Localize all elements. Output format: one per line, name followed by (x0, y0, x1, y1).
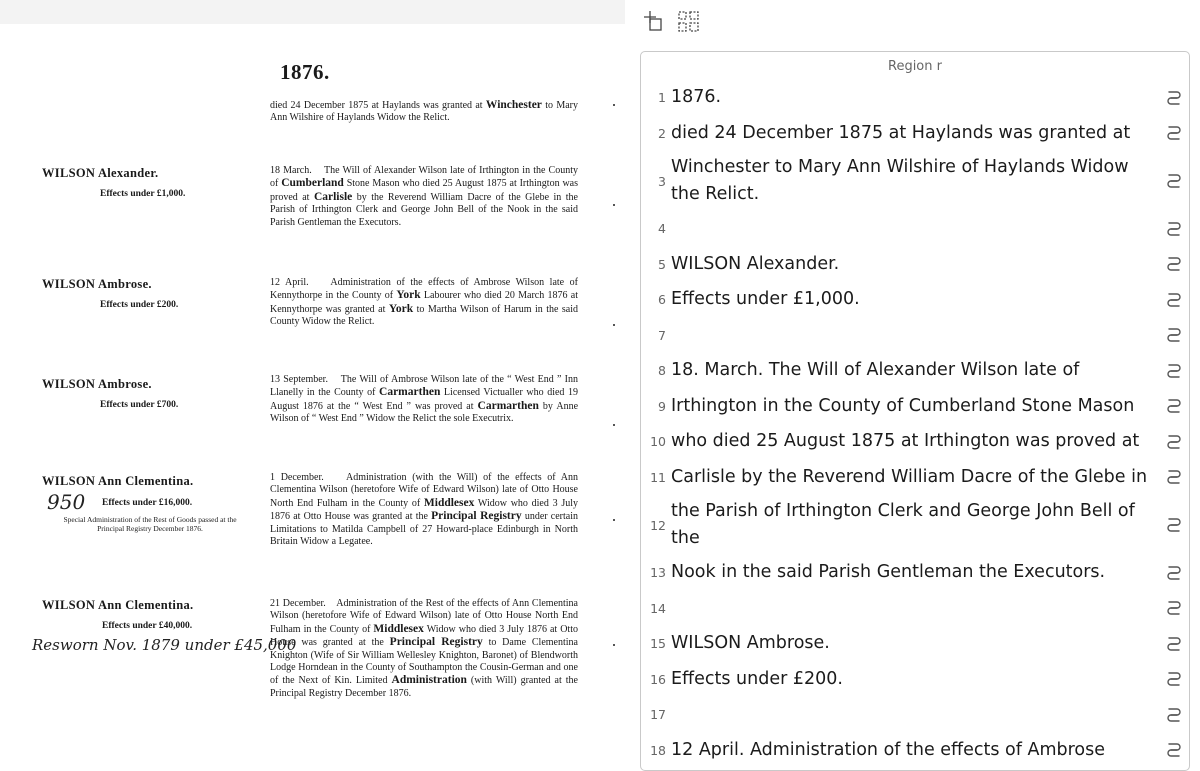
transcription-line[interactable] (641, 733, 1189, 769)
line-number: 5 (658, 256, 666, 272)
line-list (641, 80, 1189, 768)
line-number: 11 (650, 469, 666, 485)
line-text[interactable]: WILSON Alexander. (671, 253, 840, 274)
region-title: Region r (888, 59, 942, 74)
transcription-line[interactable] (641, 591, 1189, 627)
line-text[interactable]: 1876. (671, 87, 722, 108)
transcription-line[interactable] (641, 116, 1189, 152)
transcription-line[interactable] (641, 555, 1189, 591)
entry-paragraph: 21 December. Administration of the Rest of the effects of Ann Clementina Wilson (heretofore Wife of Edward Wilson) late of Otto House North End Fulham in the County of Middlesex Widow who died 3 July 1876 at Otto House was granted at the Principal Registry to Dame Clementina Knighton (Wife of Sir William Wellesley Knighton, Baronet) of Blendworth Lodge Horndean in the County of Southampton the Cousin-German and one of the Next of Kin. Limited Administration (with Will) granted at the Principal Registry December 1876. (270, 598, 578, 699)
line-text[interactable]: died 24 December 1875 at Haylands was granted at (671, 122, 1131, 143)
entry-name: WILSON Ann Clementina. (42, 598, 194, 612)
transcription-line[interactable] (641, 626, 1189, 662)
link-icon[interactable] (1165, 599, 1183, 617)
link-icon[interactable] (1165, 255, 1183, 273)
layout-regions-icon[interactable] (676, 9, 702, 35)
entry-paragraph: 12 April. Administration of the effects of Ambrose Wilson late of Kennythorpe in the County of York Labourer who died 20 March 1876 at Kennythorpe was granted at York to Martha Wilson of Harum in the said County Widow the Relict. (270, 277, 578, 328)
transcription-line[interactable] (641, 460, 1189, 496)
entry-effects: Effects under £1,000. (100, 189, 186, 199)
link-icon[interactable] (1165, 362, 1183, 380)
handwritten-annotation: Resworn Nov. 1879 under £45,000 (32, 636, 297, 654)
line-text[interactable]: 12 April. Administration of the effects of Ambrose (671, 739, 1105, 760)
entry-name: WILSON Ann Clementina. (42, 474, 194, 488)
column-mark (613, 104, 615, 106)
line-text[interactable]: Effects under £200. (671, 668, 843, 689)
link-icon[interactable] (1165, 741, 1183, 759)
transcription-line[interactable] (641, 424, 1189, 460)
entry-name: WILSON Ambrose. (42, 377, 152, 391)
line-text[interactable]: Carlisle by the Reverend William Dacre of the Glebe in (671, 466, 1148, 487)
column-mark (613, 204, 615, 206)
line-number: 10 (650, 434, 666, 450)
link-icon[interactable] (1165, 564, 1183, 582)
line-text[interactable]: 18. March. The Will of Alexander Wilson late of (671, 360, 1080, 381)
transcription-line[interactable] (641, 662, 1189, 698)
line-text[interactable]: the Parish of Irthington Clerk and George John Bell of the (671, 501, 1135, 548)
line-number: 12 (650, 517, 666, 533)
line-number: 14 (650, 600, 666, 616)
line-number: 2 (658, 125, 666, 141)
region-toolbar (627, 0, 1200, 44)
line-text[interactable]: Effects under £1,000. (671, 289, 860, 310)
link-icon[interactable] (1165, 397, 1183, 415)
column-mark (613, 324, 615, 326)
link-icon[interactable] (1165, 326, 1183, 344)
entry-paragraph: died 24 December 1875 at Haylands was granted at Winchester to Mary Ann Wilshire of Haylands Widow the Relict. (270, 99, 578, 124)
transcription-line[interactable] (641, 318, 1189, 354)
column-mark (613, 424, 615, 426)
transcription-line[interactable] (641, 211, 1189, 247)
transcription-line[interactable] (641, 151, 1189, 211)
line-number: 6 (658, 292, 666, 308)
line-text[interactable]: Irthington in the County of Cumberland Stone Mason (671, 395, 1135, 416)
entry-name: WILSON Alexander. (42, 166, 159, 180)
line-number: 4 (658, 221, 666, 237)
transcription-line[interactable] (641, 247, 1189, 283)
line-number: 15 (650, 636, 666, 652)
entry-name: WILSON Ambrose. (42, 277, 152, 291)
line-text[interactable]: Nook in the said Parish Gentleman the Executors. (671, 562, 1106, 583)
line-number: 16 (650, 671, 666, 687)
line-number: 8 (658, 363, 666, 379)
transcription-line[interactable] (641, 80, 1189, 116)
line-number: 13 (650, 565, 666, 581)
line-number: 1 (658, 90, 666, 106)
region-panel (640, 51, 1190, 771)
entry-effects: Effects under £40,000. (102, 621, 193, 631)
column-mark (613, 519, 615, 521)
scanned-page (0, 24, 625, 759)
transcription-pane (627, 0, 1200, 759)
line-number: 18 (650, 742, 666, 758)
link-icon[interactable] (1165, 220, 1183, 238)
link-icon[interactable] (1165, 291, 1183, 309)
handwritten-annotation: 950 (47, 490, 86, 514)
line-number: 7 (658, 327, 666, 343)
link-icon[interactable] (1165, 89, 1183, 107)
transcription-line[interactable] (641, 353, 1189, 389)
column-mark (613, 644, 615, 646)
entry-effects: Effects under £700. (100, 400, 179, 410)
entry-note: Special Administration of the Rest of Goods passed at the Principal Registry December 1876. (63, 515, 237, 533)
line-number: 17 (650, 707, 666, 723)
entry-paragraph: 13 September. The Will of Ambrose Wilson late of the “ West End ” Inn Llanelly in the County of Carmarthen Licensed Victualler who died 19 August 1876 at the “ West End ” was proved at Carmarthen by Anne Wilson of “ West End ” Widow the Relict the sole Executrix. (270, 374, 579, 425)
transcription-line[interactable] (641, 282, 1189, 318)
line-number: 3 (658, 173, 666, 189)
line-number: 9 (658, 398, 666, 414)
transcription-line[interactable] (641, 389, 1189, 425)
link-icon[interactable] (1165, 433, 1183, 451)
link-icon[interactable] (1165, 468, 1183, 486)
link-icon[interactable] (1165, 670, 1183, 688)
entry-paragraph: 18 March. The Will of Alexander Wilson late of Irthington in the County of Cumberland Stone Mason who died 25 August 1875 at Irthington was proved at Carlisle by the Reverend William Dacre of the Glebe in the Parish of Irthington Clerk and George John Bell of the Nook in the said Parish Gentleman the Executors. (270, 165, 578, 228)
link-icon[interactable] (1165, 516, 1183, 534)
line-text[interactable]: who died 25 August 1875 at Irthington was proved at (671, 431, 1140, 452)
entry-paragraph: 1 December. Administration (with the Will) of the effects of Ann Clementina Wilson (heretofore Wife of Edward Wilson) late of Otto House North End Fulham in the County of Middlesex Widow who died 3 July 1876 at Otto House was granted at the Principal Registry under certain Limitations to Matilda Campbell of 27 Howard-place Edinburgh in North Britain Widow a Legatee. (270, 472, 578, 548)
viewer-top-bar (0, 0, 625, 24)
entry-effects: Effects under £200. (100, 300, 179, 310)
line-text[interactable]: Winchester to Mary Ann Wilshire of Haylands Widow the Relict. (671, 157, 1129, 204)
add-region-icon[interactable] (640, 9, 666, 35)
entry-effects: Effects under £16,000. (102, 498, 193, 508)
transcription-line[interactable] (641, 495, 1189, 555)
link-icon[interactable] (1165, 706, 1183, 724)
link-icon[interactable] (1165, 635, 1183, 653)
line-text[interactable]: WILSON Ambrose. (671, 633, 830, 654)
link-icon[interactable] (1165, 172, 1183, 190)
transcription-line[interactable] (641, 697, 1189, 733)
link-icon[interactable] (1165, 124, 1183, 142)
page-year: 1876. (280, 60, 330, 84)
